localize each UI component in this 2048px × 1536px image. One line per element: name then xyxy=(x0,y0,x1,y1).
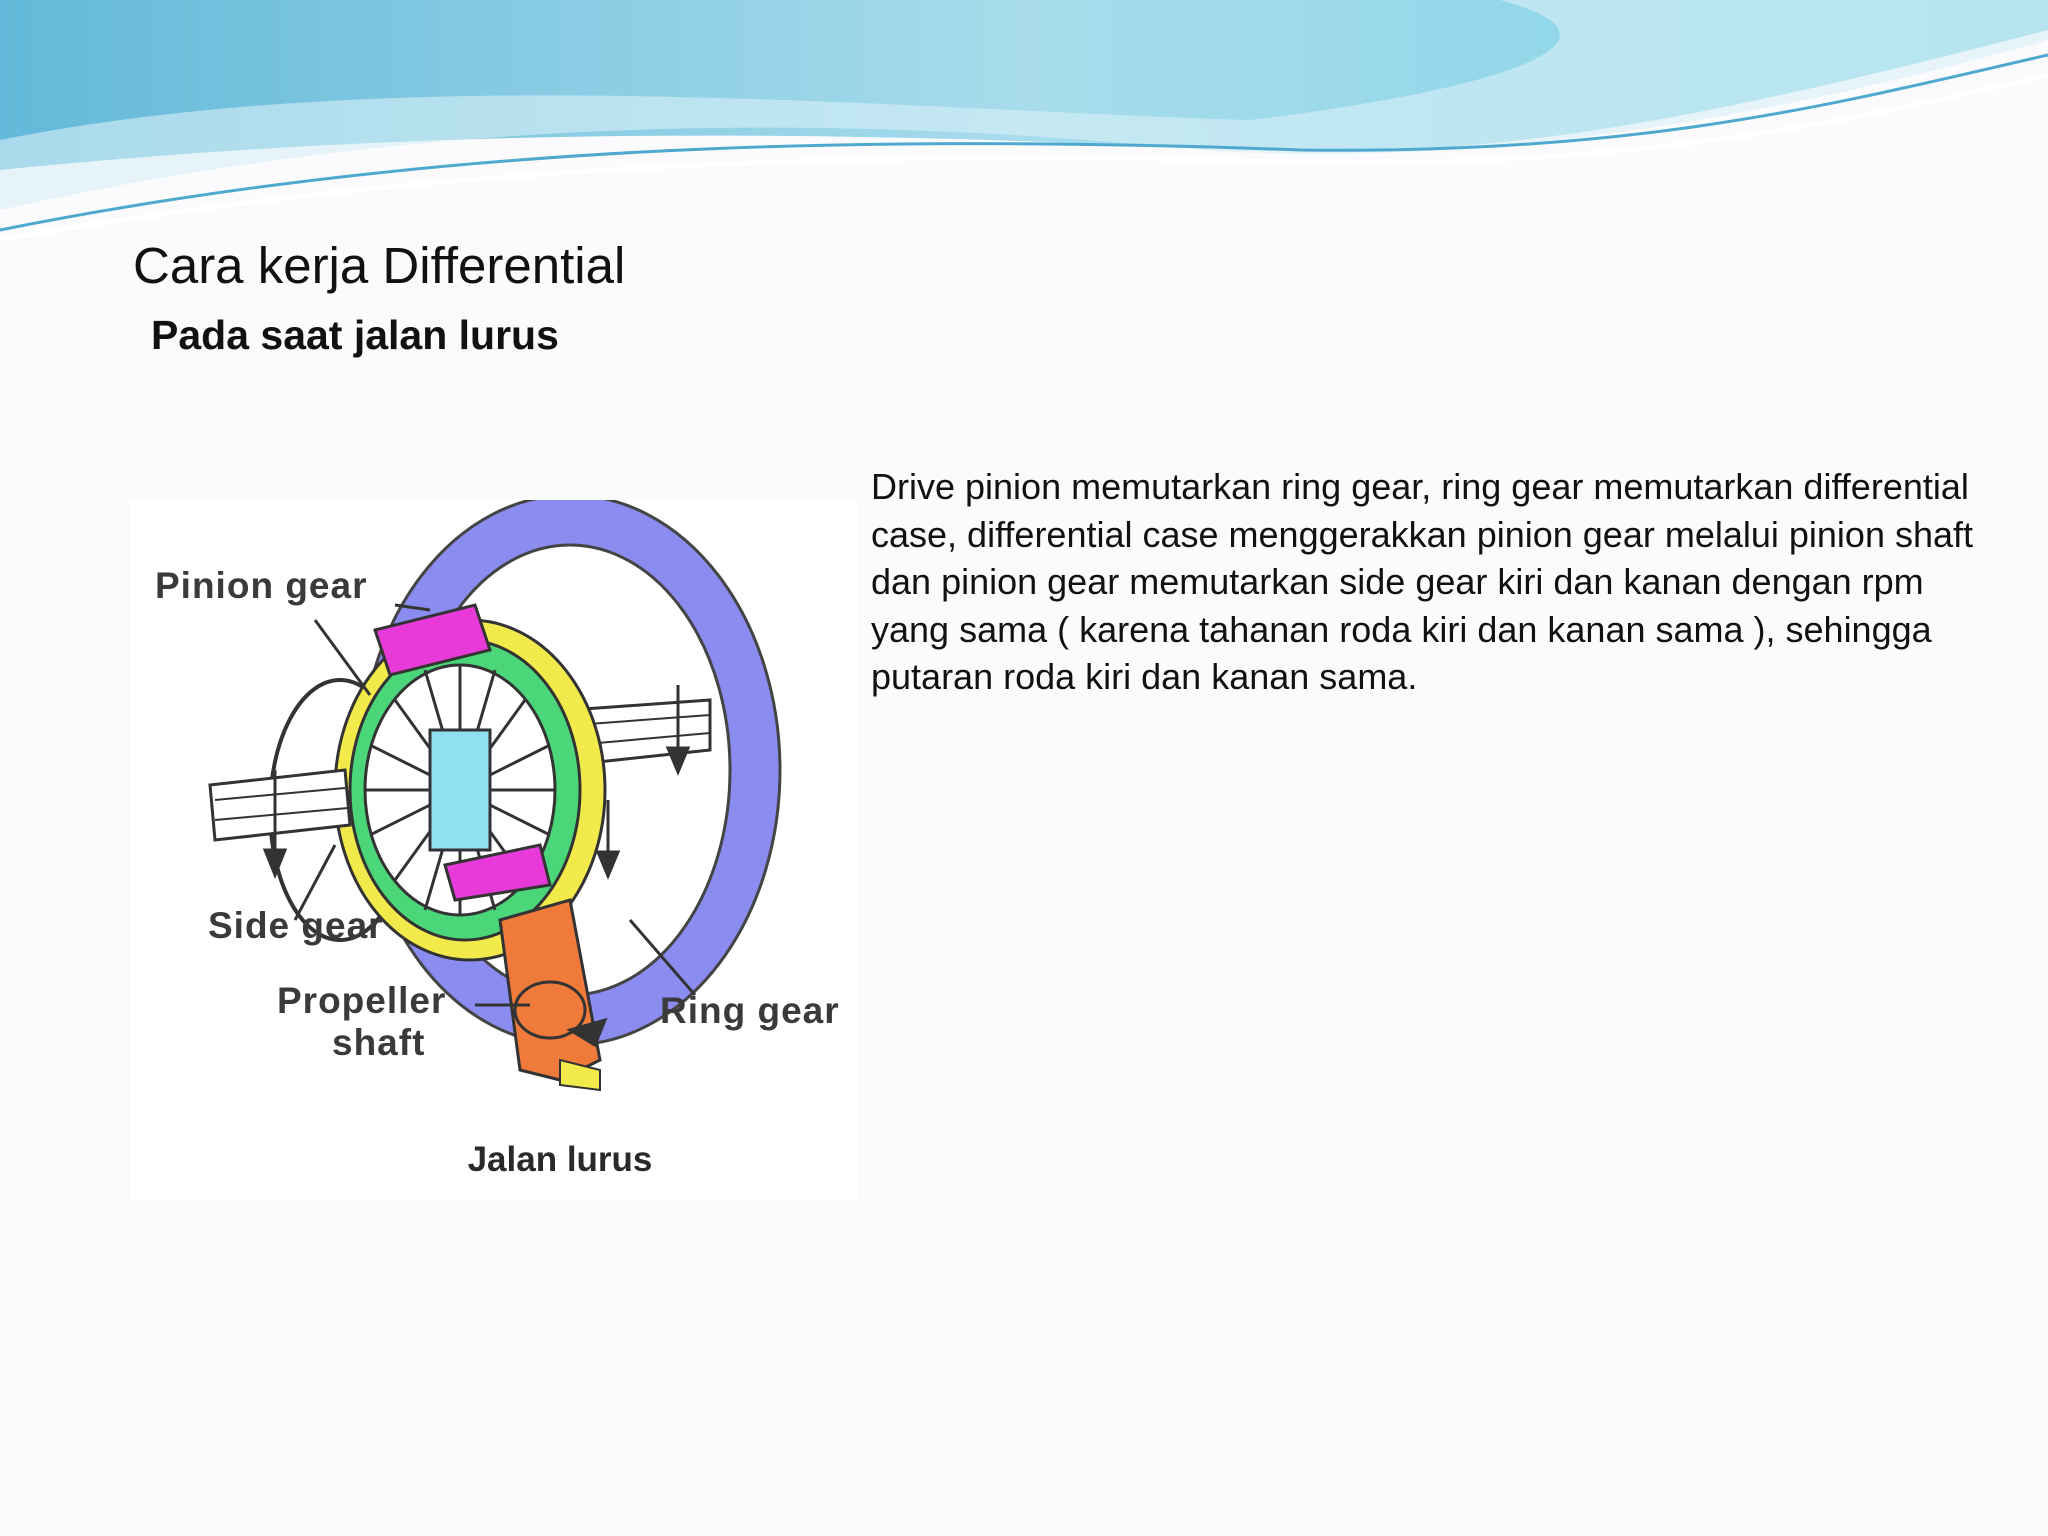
differential-diagram xyxy=(130,500,858,1200)
diagram-caption: Jalan lurus xyxy=(467,1140,653,1179)
side-gear-label: Side gear xyxy=(208,905,384,946)
ring-gear-label: Ring gear xyxy=(660,990,840,1031)
slide-title: Cara kerja Differential xyxy=(133,237,626,294)
slide-subtitle: Pada saat jalan lurus xyxy=(151,312,559,358)
pinion-gear-label: Pinion gear xyxy=(155,565,368,606)
pinion-shaft-shape xyxy=(430,730,490,850)
propeller-shaft-label-line2: shaft xyxy=(332,1022,426,1063)
header-wave-decoration xyxy=(0,0,2048,240)
propeller-shaft-label-line1: Propeller xyxy=(277,980,447,1021)
description-paragraph: Drive pinion memutarkan ring gear, ring gear memutarkan differential case, differential case menggerakkan pinion gear melalui pinion shaft dan pinion gear memutarkan side gear kiri dan kanan dengan rpm yang sama ( karena tahanan roda kiri dan kanan sama ), sehingga putaran roda kiri dan kanan sama. xyxy=(871,466,1974,697)
